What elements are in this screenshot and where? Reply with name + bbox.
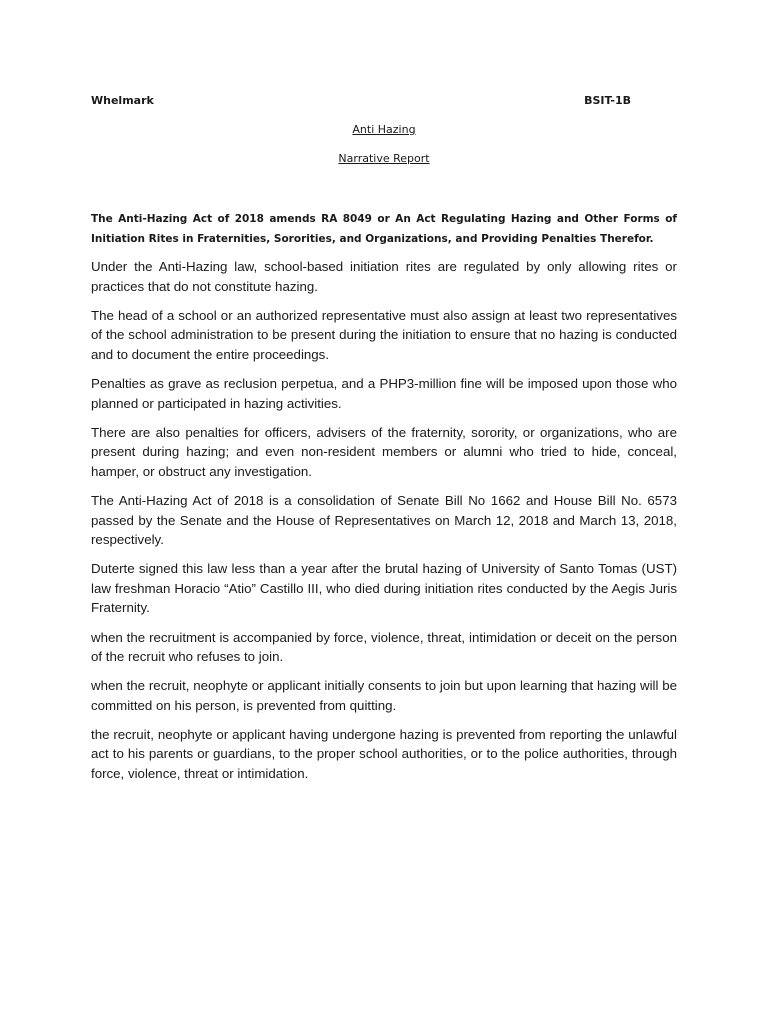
body-paragraph: Duterte signed this law less than a year after the brutal hazing of University of Santo Tomas (UST) law freshman Horacio “Atio” Castillo III, who died during initiation rites conducted by the Aegis Juris Fraternity. bbox=[91, 561, 677, 616]
body-paragraph: when the recruit, neophyte or applicant initially consents to join but upon learning that hazing will be committed on his person, is prevented from quitting. bbox=[91, 678, 677, 713]
lead-paragraph: The Anti-Hazing Act of 2018 amends RA 8049 or An Act Regulating Hazing and Other Forms of Initiation Rites in Fraternities, Sororities, and Organizations, and Providing Penalties Therefor. bbox=[91, 213, 677, 245]
document-title: Anti Hazing bbox=[352, 123, 416, 136]
body-paragraph: Penalties as grave as reclusion perpetua, and a PHP3-million fine will be imposed upon those who planned or participated in hazing activities. bbox=[91, 375, 677, 411]
body-paragraph: the recruit, neophyte or applicant having undergone hazing is prevented from reporting the unlawful act to his parents or guardians, to the proper school authorities, or to the police authorities, through force, violence, threat or intimidation. bbox=[91, 726, 677, 782]
document-header bbox=[91, 94, 631, 112]
author-name: Whelmark bbox=[91, 94, 154, 107]
body-paragraph: Under the Anti-Hazing law, school-based initiation rites are regulated by only allowing rites or practices that do not constitute hazing. bbox=[91, 259, 677, 294]
document-subtitle: Narrative Report bbox=[338, 152, 430, 165]
body-paragraph: when the recruitment is accompanied by force, violence, threat, intimidation or deceit on the person of the recruit who refuses to join. bbox=[91, 629, 677, 665]
body-paragraph: There are also penalties for officers, advisers of the fraternity, sorority, or organizations, who are present during hazing; and even non-resident members or alumni who tried to hide, conceal, hamper, or obstruct any investigation. bbox=[91, 424, 677, 479]
document-body bbox=[91, 209, 677, 793]
body-paragraph: The head of a school or an authorized representative must also assign at least two representatives of the school administration to be present during the initiation to ensure that no hazing is conducted and to document the entire proceedings. bbox=[91, 307, 677, 362]
body-paragraph: The Anti-Hazing Act of 2018 is a consolidation of Senate Bill No 1662 and House Bill No. 6573 passed by the Senate and the House of Representatives on March 12, 2018 and March 13, 2018, respectively. bbox=[91, 492, 677, 548]
class-section: BSIT-1B bbox=[584, 94, 631, 107]
